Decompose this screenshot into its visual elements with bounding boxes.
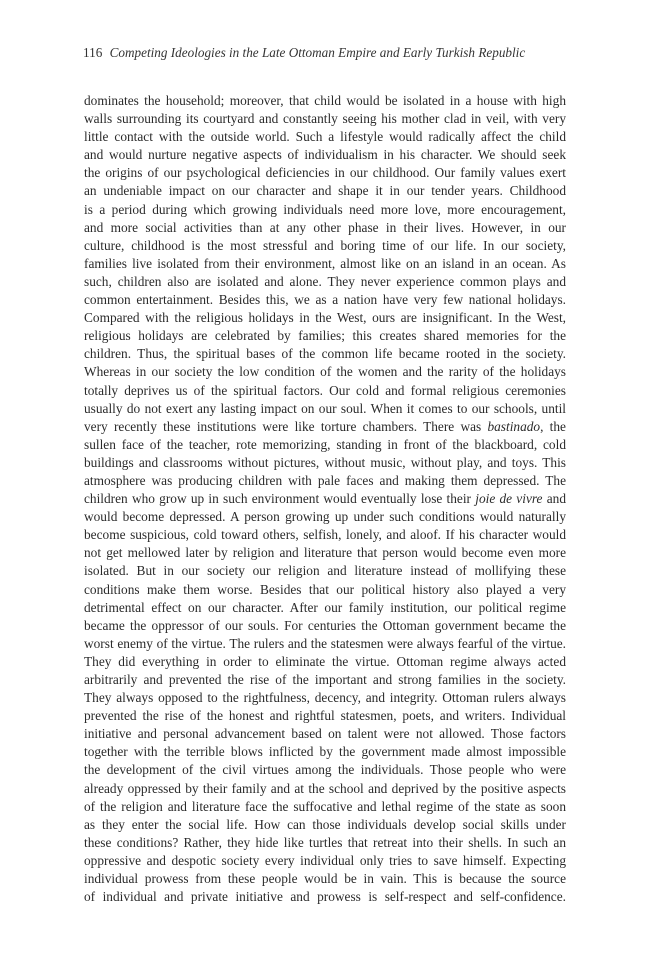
text-line: children who grow up in such environment would eventually lose their joie de vivre and bbox=[84, 491, 566, 507]
running-head bbox=[83, 45, 583, 61]
text-line: buildings and classrooms without pictures, without music, without play, and toys. This bbox=[84, 454, 566, 470]
text-line: atmosphere was producing children with pale faces and making them depressed. The bbox=[84, 472, 566, 488]
text-line: They did everything in order to eliminate the virtue. Ottoman regime always acted bbox=[84, 653, 566, 669]
text-line: Compared with the religious holidays in the West, ours are insignificant. In the West, bbox=[84, 310, 566, 326]
text-line: initiative and personal advancement based on talent were not allowed. Those factors bbox=[84, 726, 566, 742]
text-line: very recently these institutions were like torture chambers. There was bastinado, the bbox=[84, 418, 566, 434]
text-line: these conditions? Rather, they hide like turtles that retreat into their shells. In such an bbox=[84, 834, 566, 850]
text-line: children. Thus, the spiritual bases of the common life became rooted in the society. bbox=[84, 346, 566, 362]
text-line: and more social activities than at any other phase in their lives. However, in our bbox=[84, 219, 566, 235]
text-line: become suspicious, cold toward others, selfish, lonely, and aloof. If his character would bbox=[84, 527, 566, 543]
text-line: the origins of our psychological deficiencies in our childhood. Our family values exert bbox=[84, 165, 566, 181]
text-line: culture, childhood is the most stressful and boring time of our life. In our society, bbox=[84, 237, 566, 253]
text-line: is a period during which growing individuals need more love, more encouragement, bbox=[84, 201, 566, 217]
body-paragraph bbox=[84, 92, 566, 906]
text-line: common entertainment. Besides this, we as a nation have very few national holidays. bbox=[84, 292, 566, 308]
running-title: Competing Ideologies in the Late Ottoman Empire and Early Turkish Republic bbox=[109, 45, 526, 60]
text-line: walls surrounding its courtyard and constantly seeing his mother clad in veil, with very bbox=[84, 111, 566, 127]
text-line: They always opposed to the rightfulness, decency, and integrity. Ottoman rulers always bbox=[84, 690, 566, 706]
text-line: isolated. But in our society our religion and literature instead of mollifying these bbox=[84, 563, 566, 579]
text-line: such, children also are isolated and alone. They never experience common plays and bbox=[84, 273, 566, 289]
text-line: and would nurture negative aspects of individualism in his character. We should seek bbox=[84, 147, 566, 163]
text-line: totally deprives us of the spiritual factors. Our cold and formal religious ceremonies bbox=[84, 382, 566, 398]
text-line: detrimental effect on our character. After our family institution, our political regime bbox=[84, 599, 566, 615]
text-line: conditions make them worse. Besides that our political history also played a very bbox=[84, 581, 566, 597]
text-line: not get mellowed later by religion and literature that person would become even more bbox=[84, 545, 566, 561]
text-line: oppressive and despotic society every individual only tries to save himself. Expecting bbox=[84, 852, 566, 868]
text-line: prevented the rise of the honest and rightful statesmen, poets, and writers. Individual bbox=[84, 708, 566, 724]
text-line: sullen face of the teacher, rote memorizing, standing in front of the blackboard, cold bbox=[84, 436, 566, 452]
page-number: 116 bbox=[83, 45, 103, 60]
text-line: worst enemy of the virtue. The rulers and the statesmen were always fearful of the virtue. bbox=[84, 635, 566, 651]
italic-term: bastinado bbox=[487, 418, 541, 434]
text-line: individual prowess from these people would be in vain. This is because the source bbox=[84, 871, 566, 887]
text-line: would become depressed. A person growing up under such conditions would naturally bbox=[84, 509, 566, 525]
italic-term: joie de vivre bbox=[475, 491, 543, 507]
text-line: became the oppressor of our souls. For centuries the Ottoman government became the bbox=[84, 617, 566, 633]
text-line: usually do not exert any lasting impact on our soul. When it comes to our schools, until bbox=[84, 400, 566, 416]
text-line: already oppressed by their family and at the school and deprived by the positive aspects bbox=[84, 780, 566, 796]
text-line: as they enter the social life. How can those individuals develop social skills under bbox=[84, 816, 566, 832]
text-line: dominates the household; moreover, that child would be isolated in a house with high bbox=[84, 93, 566, 108]
text-line: families live isolated from their environment, almost like on an island in an ocean. As bbox=[84, 255, 566, 271]
text-line: religious holidays are celebrated by families; this creates shared memories for the bbox=[84, 328, 566, 344]
text-line: arbitrarily and prevented the rise of the important and strong families in the society. bbox=[84, 672, 566, 687]
text-line: of the religion and literature face the suffocative and lethal regime of the state as soon bbox=[84, 798, 566, 814]
text-line: little contact with the outside world. Such a lifestyle would radically affect the child bbox=[84, 129, 566, 145]
text-line: the development of the civil virtues among the individuals. Those people who were bbox=[84, 762, 566, 778]
text-line: Whereas in our society the low condition of the women and the rarity of the holidays bbox=[84, 364, 566, 380]
text-line: of individual and private initiative and prowess is self-respect and self-confidence. bbox=[84, 889, 566, 905]
text-line: an undeniable impact on our character and shape it in our tender years. Childhood bbox=[84, 183, 566, 199]
text-line: together with the terrible blows inflicted by the government made almost impossible bbox=[84, 744, 566, 760]
